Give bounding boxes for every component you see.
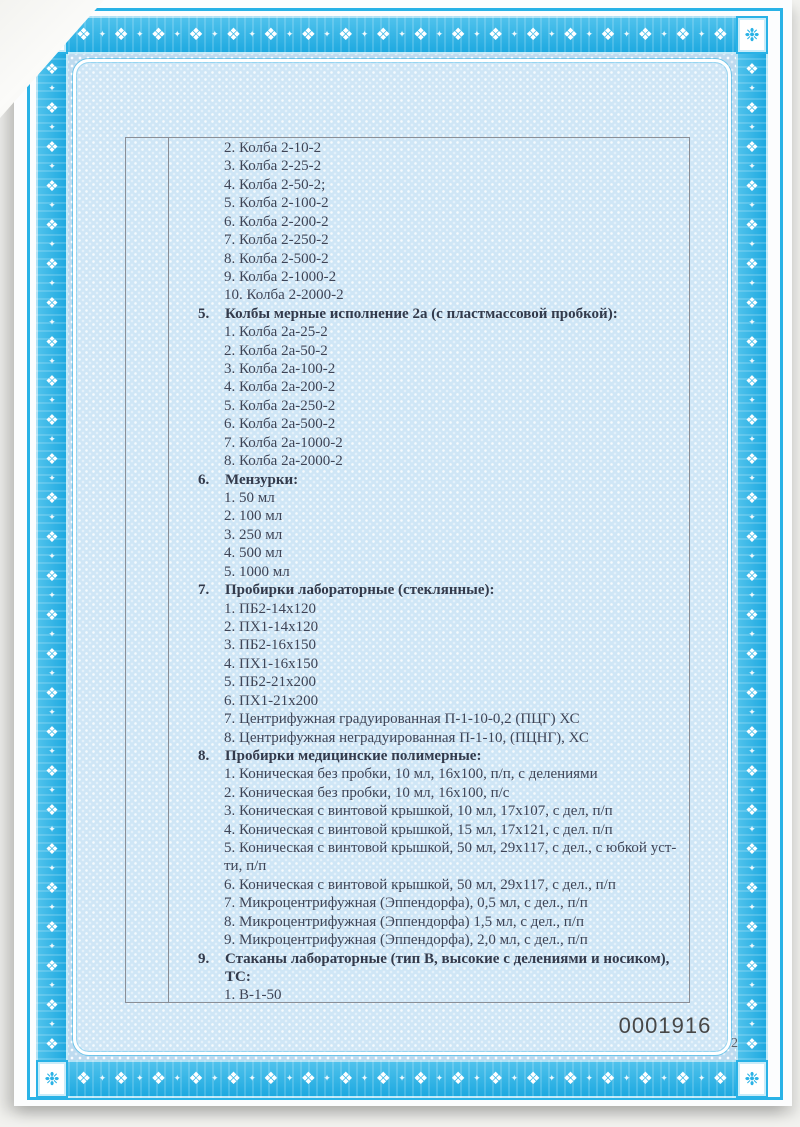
list-item: 1. В-1-50 (224, 987, 282, 1004)
ornament-separator-icon: ✦ (748, 161, 756, 172)
ornament-motif-icon: ❖ (45, 567, 59, 585)
section-title: Стаканы лабораторные (тип В, высокие с делениями и носиком), ТС: (225, 950, 670, 985)
ornament-separator-icon: ✦ (748, 434, 756, 445)
ornament-motif-icon: ❖ (745, 372, 759, 390)
ornament-motif-icon: ❖ (712, 1068, 728, 1089)
ornament-motif-icon: ❖ (45, 645, 59, 663)
ornament-separator-icon: ✦ (210, 29, 219, 40)
section-number: 8. (198, 747, 210, 764)
ornament-separator-icon: ✦ (660, 29, 668, 40)
ornament-separator-icon: ✦ (748, 980, 756, 991)
list-item: 1. ПБ2-14х120 (224, 600, 316, 617)
ornament-motif-icon: ❖ (45, 489, 59, 507)
ornament-motif-icon: ❖ (188, 1068, 204, 1089)
ornament-separator-icon: ✦ (48, 200, 56, 211)
ornament-separator-icon: ✦ (48, 980, 56, 991)
list-item: 5. ПБ2-21х200 (224, 674, 316, 691)
ornament-motif-icon: ❖ (225, 24, 242, 45)
ornament-motif-icon: ❖ (745, 567, 759, 585)
ornament-motif-icon: ❖ (375, 24, 391, 45)
ornament-motif-icon: ❖ (745, 1035, 759, 1053)
ornament-separator-icon: ✦ (360, 1073, 369, 1084)
ornament-motif-icon: ❖ (150, 1068, 167, 1089)
ornament-border-top (68, 16, 736, 54)
ornament-motif-icon: ❖ (300, 1068, 316, 1089)
ornament-separator-icon: ✦ (510, 1073, 519, 1084)
list-item: 3. 250 мл (224, 526, 283, 543)
corner-ornament-icon (736, 16, 768, 54)
list-item: 1. Колба 2а-25-2 (224, 324, 328, 341)
ornament-motif-icon: ❖ (76, 24, 92, 45)
ornament-separator-icon: ✦ (98, 1073, 107, 1084)
ornament-motif-icon: ❖ (413, 1068, 429, 1089)
ornament-separator-icon: ✦ (748, 200, 756, 211)
ornament-motif-icon: ❖ (300, 24, 316, 45)
ornament-separator-icon: ✦ (285, 29, 294, 40)
list-item: 10. Колба 2-2000-2 (224, 287, 344, 304)
ornament-motif-icon: ❖ (745, 918, 759, 936)
ornament-motif-icon: ❖ (45, 957, 59, 975)
ornament-separator-icon: ✦ (48, 317, 56, 328)
ornament-separator-icon: ✦ (48, 824, 56, 835)
ornament-motif-icon: ❖ (45, 216, 59, 234)
ornament-motif-icon: ❖ (745, 840, 759, 858)
corner-ornament-icon (736, 1060, 768, 1098)
ornament-separator-icon: ✦ (473, 29, 481, 40)
ornament-motif-icon: ❖ (745, 99, 759, 117)
list-item: 7. Микроцентрифужная (Эппендорфа), 0,5 мл, с дел., п/п (224, 895, 588, 912)
ornament-separator-icon: ✦ (748, 668, 756, 679)
ornament-motif-icon: ❖ (263, 24, 279, 45)
ornament-separator-icon: ✦ (510, 29, 519, 40)
ornament-motif-icon: ❖ (745, 645, 759, 663)
list-item: 8. Центрифужная неградуированная П-1-10, (ПЦНГ), ХС (224, 729, 589, 746)
list-item: 8. Колба 2-500-2 (224, 250, 329, 267)
ornament-separator-icon: ✦ (748, 356, 756, 367)
ornament-separator-icon: ✦ (660, 1073, 668, 1084)
ornament-separator-icon: ✦ (748, 863, 756, 874)
ornament-motif-icon: ❖ (745, 216, 759, 234)
ornament-separator-icon: ✦ (748, 941, 756, 952)
ornament-separator-icon: ✦ (48, 395, 56, 406)
ornament-motif-icon: ❖ (413, 24, 429, 45)
list-item: 4. 500 мл (224, 545, 283, 562)
ornament-motif-icon: ❖ (745, 294, 759, 312)
section-title: Мензурки: (225, 471, 299, 488)
ornament-motif-icon: ❖ (45, 1035, 59, 1053)
ornament-separator-icon: ✦ (248, 1073, 256, 1084)
ornament-motif-icon: ❖ (600, 1068, 616, 1089)
ornament-motif-icon: ❖ (113, 24, 129, 45)
corner-ornament-icon (36, 1060, 68, 1098)
ornament-motif-icon: ❖ (263, 1068, 279, 1089)
ornament-motif-icon: ❖ (76, 1068, 92, 1089)
ornament-motif-icon: ❖ (45, 411, 59, 429)
list-item: 1. Коническая без пробки, 10 мл, 16х100, п/п, с делениями (224, 766, 598, 783)
ornament-motif-icon: ❖ (525, 24, 541, 45)
ornament-separator-icon: ✦ (748, 395, 756, 406)
list-item: 4. Коническая с винтовой крышкой, 15 мл, 17х121, с дел. п/п (224, 821, 613, 838)
ornament-motif-icon: ❖ (745, 60, 759, 78)
ornament-motif-icon: ❖ (745, 606, 759, 624)
ornament-separator-icon: ✦ (48, 863, 56, 874)
ornament-motif-icon: ❖ (225, 1068, 242, 1089)
ornament-separator-icon: ✦ (748, 473, 756, 484)
ornament-motif-icon: ❖ (45, 450, 59, 468)
ornament-separator-icon: ✦ (48, 512, 56, 523)
ornament-motif-icon: ❖ (745, 801, 759, 819)
list-item: 5. 1000 мл (224, 563, 290, 580)
ornament-motif-icon: ❖ (637, 24, 654, 45)
ornament-separator-icon: ✦ (585, 29, 594, 40)
ornament-motif-icon: ❖ (45, 840, 59, 858)
ornament-separator-icon: ✦ (48, 434, 56, 445)
ornament-separator-icon: ✦ (748, 317, 756, 328)
ornament-motif-icon: ❖ (637, 1068, 654, 1089)
ornament-separator-icon: ✦ (48, 239, 56, 250)
ornament-separator-icon: ✦ (48, 707, 56, 718)
equipment-list (168, 139, 690, 1005)
ornament-separator-icon: ✦ (748, 590, 756, 601)
ornament-separator-icon: ✦ (473, 1073, 481, 1084)
ornament-separator-icon: ✦ (136, 29, 144, 40)
list-item: 4. Колба 2а-200-2 (224, 379, 336, 396)
ornament-separator-icon: ✦ (748, 239, 756, 250)
ornament-separator-icon: ✦ (48, 551, 56, 562)
ornament-motif-icon: ❖ (45, 606, 59, 624)
ornament-motif-icon: ❖ (745, 138, 759, 156)
snowflake-ornament-icon: ❉ (744, 1068, 760, 1090)
ornament-motif-icon: ❖ (45, 177, 59, 195)
ornament-motif-icon: ❖ (338, 1068, 354, 1089)
ornament-motif-icon: ❖ (745, 489, 759, 507)
ornament-separator-icon: ✦ (48, 356, 56, 367)
ornament-separator-icon: ✦ (548, 1073, 556, 1084)
list-item: 6. Коническая с винтовой крышкой, 50 мл, 29х117, с дел., п/п (224, 876, 616, 893)
ornament-motif-icon: ❖ (745, 996, 759, 1014)
ornament-motif-icon: ❖ (487, 24, 504, 45)
ornament-separator-icon: ✦ (48, 161, 56, 172)
list-item: 5. Колба 2а-250-2 (224, 397, 336, 414)
ornament-motif-icon: ❖ (45, 684, 59, 702)
ornament-motif-icon: ❖ (525, 1068, 541, 1089)
list-item: 3. ПБ2-16х150 (224, 637, 316, 654)
ornament-motif-icon: ❖ (375, 1068, 391, 1089)
section-number: 7. (198, 582, 210, 599)
ornament-separator-icon: ✦ (748, 1019, 756, 1030)
ornament-motif-icon: ❖ (562, 24, 579, 45)
ornament-separator-icon: ✦ (173, 1073, 182, 1084)
ornament-separator-icon: ✦ (98, 29, 107, 40)
snowflake-ornament-icon: ❉ (44, 1068, 60, 1090)
section-number: 6. (198, 471, 210, 488)
ornament-motif-icon: ❖ (745, 879, 759, 897)
list-item: 4. ПХ1-16х150 (224, 655, 319, 672)
ornament-motif-icon: ❖ (745, 411, 759, 429)
section-heading (168, 747, 690, 765)
section-number: 9. (198, 950, 210, 967)
list-item: 2. Коническая без пробки, 10 мл, 16х100, п/с (224, 784, 510, 801)
ornament-separator-icon: ✦ (697, 1073, 706, 1084)
ornament-motif-icon: ❖ (45, 996, 59, 1014)
list-item: 1. 50 мл (224, 490, 275, 507)
ornament-separator-icon: ✦ (748, 83, 756, 94)
list-item: 6. Колба 2а-500-2 (224, 416, 336, 433)
ornament-motif-icon: ❖ (188, 24, 204, 45)
ornament-separator-icon: ✦ (748, 746, 756, 757)
ornament-border-right (736, 54, 768, 1060)
ornament-separator-icon: ✦ (398, 1073, 406, 1084)
ornament-motif-icon: ❖ (562, 1068, 579, 1089)
ornament-separator-icon: ✦ (748, 278, 756, 289)
ornament-separator-icon: ✦ (748, 629, 756, 640)
ornament-separator-icon: ✦ (48, 83, 56, 94)
section-title: Колбы мерные исполнение 2а (с пластмассовой пробкой): (225, 305, 618, 322)
ornament-separator-icon: ✦ (136, 1073, 144, 1084)
ornament-motif-icon: ❖ (712, 24, 728, 45)
list-item: 2. 100 мл (224, 508, 283, 525)
ornament-motif-icon: ❖ (745, 957, 759, 975)
ornament-motif-icon: ❖ (745, 450, 759, 468)
section-title: Пробирки медицинские полимерные: (225, 747, 482, 764)
ornament-separator-icon: ✦ (748, 902, 756, 913)
list-item: 8. Микроцентрифужная (Эппендорфа) 1,5 мл, с дел., п/п (224, 913, 584, 930)
section-heading (168, 581, 690, 599)
list-item: 5. Коническая с винтовой крышкой, 50 мл, 29х117, с дел., с юбкой уст-ти, п/п (224, 840, 677, 875)
ornament-separator-icon: ✦ (248, 29, 256, 40)
ornament-motif-icon: ❖ (45, 138, 59, 156)
ornament-separator-icon: ✦ (48, 278, 56, 289)
page-number: 2 (731, 1036, 738, 1051)
ornament-separator-icon: ✦ (748, 824, 756, 835)
section-number: 5. (198, 305, 210, 322)
ornament-separator-icon: ✦ (435, 1073, 444, 1084)
ornament-separator-icon: ✦ (323, 29, 331, 40)
ornament-motif-icon: ❖ (675, 1068, 691, 1089)
list-item: 7. Колба 2-250-2 (224, 232, 329, 249)
list-item: 6. ПХ1-21х200 (224, 692, 319, 709)
section-heading (168, 471, 690, 489)
ornament-separator-icon: ✦ (360, 29, 369, 40)
ornament-border-left (36, 54, 68, 1060)
ornament-separator-icon: ✦ (622, 1073, 631, 1084)
ornament-motif-icon: ❖ (45, 801, 59, 819)
ornament-motif-icon: ❖ (45, 99, 59, 117)
section-heading (168, 305, 690, 323)
ornament-motif-icon: ❖ (338, 24, 354, 45)
ornament-motif-icon: ❖ (150, 24, 167, 45)
ornament-separator-icon: ✦ (48, 122, 56, 133)
ornament-motif-icon: ❖ (675, 24, 691, 45)
ornament-separator-icon: ✦ (585, 1073, 594, 1084)
list-item: 3. Колба 2а-100-2 (224, 361, 336, 378)
ornament-separator-icon: ✦ (323, 1073, 331, 1084)
ornament-separator-icon: ✦ (748, 785, 756, 796)
ornament-motif-icon: ❖ (745, 528, 759, 546)
ornament-border-bottom (68, 1060, 736, 1098)
ornament-separator-icon: ✦ (548, 29, 556, 40)
ornament-separator-icon: ✦ (285, 1073, 294, 1084)
ornament-motif-icon: ❖ (450, 24, 466, 45)
ornament-motif-icon: ❖ (45, 528, 59, 546)
ornament-motif-icon: ❖ (45, 918, 59, 936)
ornament-motif-icon: ❖ (745, 723, 759, 741)
ornament-motif-icon: ❖ (745, 255, 759, 273)
snowflake-ornament-icon: ❉ (744, 24, 760, 46)
ornament-separator-icon: ✦ (48, 629, 56, 640)
list-item: 5. Колба 2-100-2 (224, 195, 329, 212)
ornament-separator-icon: ✦ (48, 746, 56, 757)
ornament-motif-icon: ❖ (745, 177, 759, 195)
ornament-motif-icon: ❖ (745, 333, 759, 351)
section-heading (168, 950, 690, 987)
ornament-separator-icon: ✦ (748, 551, 756, 562)
list-item: 2. ПХ1-14х120 (224, 618, 319, 635)
ornament-separator-icon: ✦ (48, 941, 56, 952)
ornament-separator-icon: ✦ (48, 668, 56, 679)
ornament-separator-icon: ✦ (697, 29, 706, 40)
ornament-motif-icon: ❖ (45, 879, 59, 897)
list-item: 7. Центрифужная градуированная П-1-10-0,2 (ПЦГ) ХС (224, 711, 580, 728)
list-item: 9. Колба 2-1000-2 (224, 268, 337, 285)
ornament-motif-icon: ❖ (45, 762, 59, 780)
ornament-separator-icon: ✦ (48, 785, 56, 796)
list-item: 6. Колба 2-200-2 (224, 213, 329, 230)
list-item: 9. Микроцентрифужная (Эппендорфа), 2,0 мл, с дел., п/п (224, 932, 588, 949)
list-item: 4. Колба 2-50-2; (224, 176, 326, 193)
ornament-separator-icon: ✦ (748, 707, 756, 718)
list-item: 7. Колба 2а-1000-2 (224, 434, 343, 451)
ornament-separator-icon: ✦ (48, 590, 56, 601)
ornament-motif-icon: ❖ (450, 1068, 466, 1089)
ornament-motif-icon: ❖ (745, 684, 759, 702)
ornament-separator-icon: ✦ (435, 29, 444, 40)
ornament-separator-icon: ✦ (173, 29, 182, 40)
ornament-motif-icon: ❖ (745, 762, 759, 780)
ornament-separator-icon: ✦ (748, 122, 756, 133)
ornament-motif-icon: ❖ (487, 1068, 504, 1089)
ornament-motif-icon: ❖ (45, 294, 59, 312)
list-item: 2. Колба 2-10-2 (224, 140, 322, 156)
ornament-separator-icon: ✦ (48, 1019, 56, 1030)
list-item: 3. Колба 2-25-2 (224, 158, 322, 175)
ornament-motif-icon: ❖ (45, 333, 59, 351)
ornament-separator-icon: ✦ (48, 473, 56, 484)
list-item: 3. Коническая с винтовой крышкой, 10 мл, 17х107, с дел, п/п (224, 803, 613, 820)
ornament-motif-icon: ❖ (113, 1068, 129, 1089)
ornament-separator-icon: ✦ (210, 1073, 219, 1084)
ornament-motif-icon: ❖ (45, 255, 59, 273)
ornament-separator-icon: ✦ (622, 29, 631, 40)
ornament-separator-icon: ✦ (48, 902, 56, 913)
ornament-separator-icon: ✦ (398, 29, 406, 40)
ornament-motif-icon: ❖ (45, 372, 59, 390)
ornament-motif-icon: ❖ (45, 723, 59, 741)
ornament-motif-icon: ❖ (45, 60, 59, 78)
list-item: 2. Колба 2а-50-2 (224, 342, 328, 359)
ornament-separator-icon: ✦ (748, 512, 756, 523)
ornament-motif-icon: ❖ (600, 24, 616, 45)
serial-number: 0001916 (618, 1013, 712, 1038)
list-item: 8. Колба 2а-2000-2 (224, 453, 343, 470)
section-title: Пробирки лабораторные (стеклянные): (225, 582, 495, 599)
